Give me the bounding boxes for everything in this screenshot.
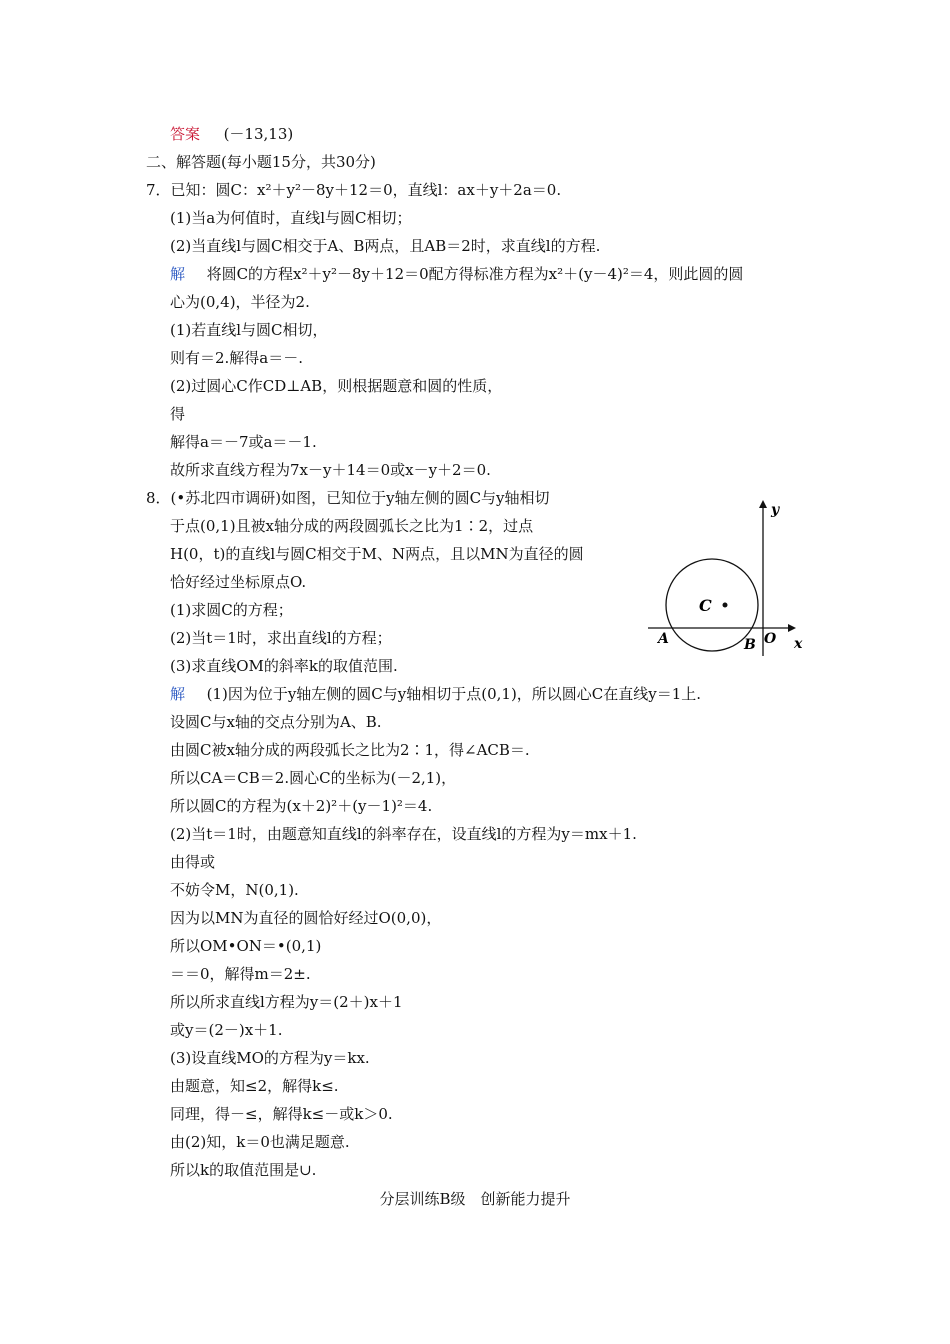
label-y: y [771,502,780,518]
q7-solution-label: 解 [170,265,186,283]
x-axis-arrow [788,624,796,632]
q8-part1: (1)求圆C的方程； [170,601,293,619]
q8-solution-label: 解 [170,685,186,703]
answer-value: (－13,13) [223,125,294,143]
q7-solution-line-5: (2)过圆心C作CD⊥AB，则根据题意和圆的性质， [170,377,503,395]
q7-solution-line-6: 得 [170,405,186,423]
q8-solution-line-4: 所以CA＝CB＝2.圆心C的坐标为(－2,1)， [170,769,457,787]
q8-stem-2: 于点(0,1)且被x轴分成的两段圆弧长之比为1∶2，过点 [170,517,534,535]
q8-solution-line-1 [170,684,701,704]
label-b: B [744,637,756,653]
q8-solution-text-1: (1)因为位于y轴左侧的圆C与y轴相切于点(0,1)，所以圆心C在直线y＝1上. [206,685,702,703]
center-point [723,603,728,608]
q8-solution-line-14: (3)设直线MO的方程为y＝kx. [170,1049,370,1067]
q8-solution-line-5: 所以圆C的方程为(x＋2)²＋(y－1)²＝4. [170,797,433,815]
q7-solution-line-4: 则有＝2.解得a＝－. [170,349,304,367]
q7-part2: (2)当直线l与圆C相交于A、B两点，且AB＝2时，求直线l的方程. [170,237,601,255]
q8-stem-3: H(0，t)的直线l与圆C相交于M、N两点，且以MN为直径的圆 [170,545,584,563]
label-x: x [794,636,803,652]
q7-solution-line-2: 心为(0,4)，半径为2. [170,293,310,311]
q8-solution-line-2: 设圆C与x轴的交点分别为A、B. [170,713,382,731]
q7-solution-text-1: 将圆C的方程x²＋y²－8y＋12＝0配方得标准方程为x²＋(y－4)²＝4，则此圆的圆 [206,265,744,283]
q8-stem-4: 恰好经过坐标原点O. [170,573,307,591]
q8-solution-line-13: 或y＝(2－)x＋1. [170,1021,283,1039]
q7-solution-line-3: (1)若直线l与圆C相切， [170,321,328,339]
q8-solution-line-8: 不妨令M，N(0,1). [170,881,299,899]
answer-label: 答案 [170,125,201,143]
q7-part1: (1)当a为何值时，直线l与圆C相切； [170,209,412,227]
q8-solution-line-3: 由圆C被x轴分成的两段弧长之比为2∶1，得∠ACB＝. [170,741,530,759]
q8-stem-1: 8．(•苏北四市调研)如图，已知位于y轴左侧的圆C与y轴相切 [146,489,550,507]
q7-solution-line-8: 故所求直线方程为7x－y＋14＝0或x－y＋2＝0. [170,461,491,479]
q8-solution-line-6: (2)当t＝1时，由题意知直线l的斜率存在，设直线l的方程为y＝mx＋1. [170,825,637,843]
q8-part3: (3)求直线OM的斜率k的取值范围. [170,657,398,675]
q8-solution-line-11: ＝＝0，解得m＝2±. [170,965,311,983]
q8-solution-line-12: 所以所求直线l方程为y＝(2＋)x＋1 [170,993,403,1011]
q8-solution-line-9: 因为以MN为直径的圆恰好经过O(0,0)， [170,909,442,927]
q7-solution-line-1 [170,264,743,284]
circle-figure-svg [648,496,818,656]
section-footer-title: 分层训练B级 创新能力提升 [379,1190,571,1208]
circle-figure [648,496,818,656]
answer-line [170,124,293,144]
q8-solution-line-16: 同理，得－≤，解得k≤－或k＞0. [170,1105,393,1123]
q8-solution-line-15: 由题意，知≤2，解得k≤. [170,1077,339,1095]
label-c: C [699,596,712,615]
q8-solution-line-10: 所以OM•ON＝•(0,1) [170,937,322,955]
q8-solution-line-17: 由(2)知，k＝0也满足题意. [170,1133,350,1151]
y-axis-arrow [759,500,767,508]
q8-solution-line-18: 所以k的取值范围是∪. [170,1161,317,1179]
label-a: A [658,631,669,647]
q7-solution-line-7: 解得a＝－7或a＝－1. [170,433,317,451]
q8-solution-line-7: 由得或 [170,853,216,871]
label-o: O [764,631,777,647]
q7-stem: 7．已知：圆C：x²＋y²－8y＋12＝0，直线l：ax＋y＋2a＝0. [146,181,562,199]
section-heading: 二、解答题(每小题15分，共30分) [146,153,376,171]
q8-part2: (2)当t＝1时，求出直线l的方程； [170,629,392,647]
